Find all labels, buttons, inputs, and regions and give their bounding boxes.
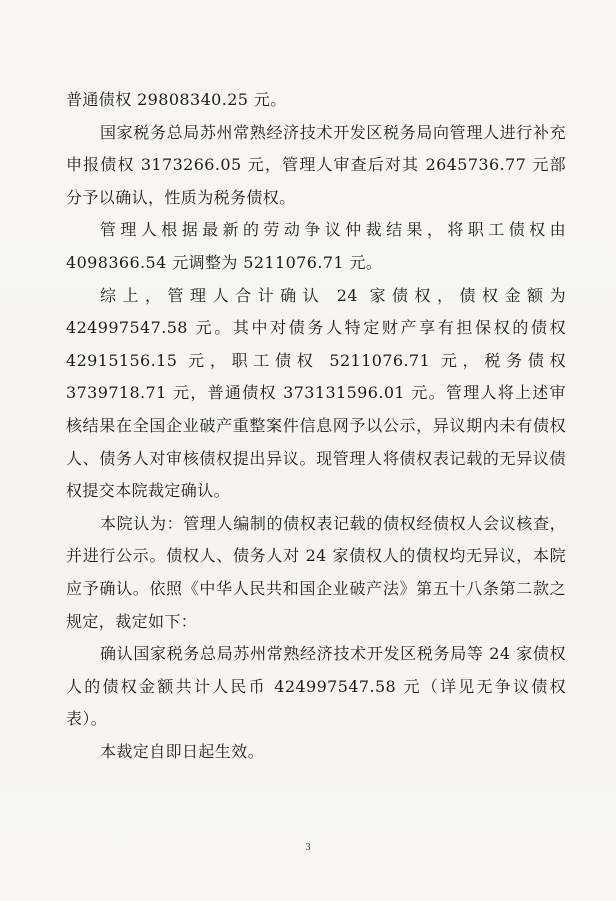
page-number: 3 [305, 842, 311, 853]
paragraph-tax-bureau-claim: 国家税务总局苏州常熟经济技术开发区税务局向管理人进行补充申报债权 3173266.05 元，管理人审查后对其 2645736.77 元部分予以确认，性质为税务债权。 [66, 122, 566, 207]
paragraph-employee-claim-adjustment: 管理人根据最新的劳动争议仲裁结果，将职工债权由 4098366.54 元调整为 5211076.71 元。 [66, 220, 566, 272]
paragraph-general-claims-continuation: 普通债权 29808340.25 元。 [66, 90, 287, 109]
paragraph-ruling: 确认国家税务总局苏州常熟经济技术开发区税务局等 24 家债权人的债权金额共计人民币 424997547.58 元（详见无争议债权表）。 [66, 644, 566, 729]
paragraph-court-opinion: 本院认为：管理人编制的债权表记载的债权经债权人会议核查，并进行公示。债权人、债务人对 24 家债权人的债权均无异议，本院应予确认。依照《中华人民共和国企业破产法》第五十八条第二款之规定，裁定如下： [66, 513, 566, 631]
document-body [66, 84, 566, 768]
paragraph-effective: 本裁定自即日起生效。 [100, 741, 265, 761]
paragraph-summary: 综上，管理人合计确认 24 家债权，债权金额为 424997547.58 元。其中对债务人特定财产享有担保权的债权 42915156.15 元，职工债权 5211076.71 元，税务债权 3739718.71 元，普通债权 373131596.01 元。管理人将上述审核结果在全国企业破产重整案件信息网予以公示，异议期内未有债权人、债务人对审核债权提出异议。现管理人将债权表记载的无异议债权提交本院裁定确认。 [66, 285, 566, 501]
